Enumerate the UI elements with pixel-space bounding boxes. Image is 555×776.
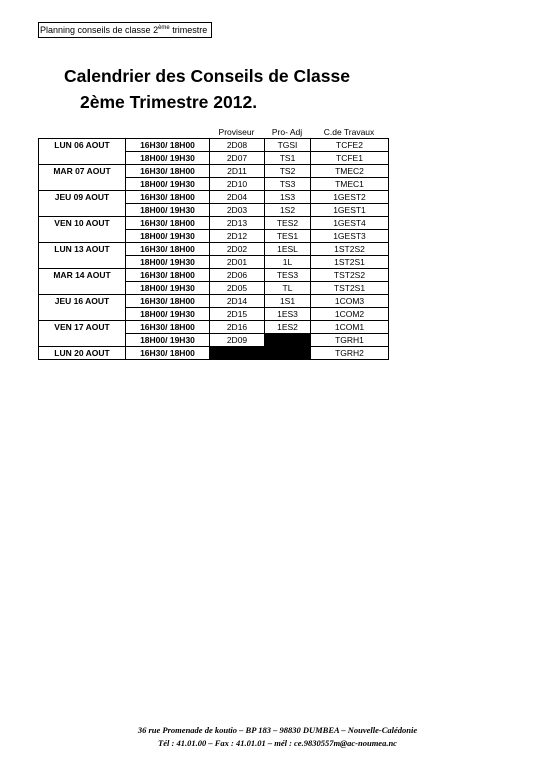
- cell-pro-adj: 1S1: [265, 295, 311, 308]
- table-row: [39, 347, 389, 360]
- cell-day: MAR 07 AOUT: [39, 165, 126, 178]
- table-row: [39, 308, 389, 321]
- cell-time: 18H00/ 19H30: [126, 178, 210, 191]
- cell-travaux: 1COM3: [311, 295, 389, 308]
- table-row: [39, 191, 389, 204]
- footer-contact: Tél : 41.01.00 – Fax : 41.01.01 – mél : ce.9830557m@ac-noumea.nc: [158, 738, 397, 748]
- cell-travaux: TGRH1: [311, 334, 389, 347]
- cell-time: 16H30/ 18H00: [126, 165, 210, 178]
- cell-travaux: 1ST2S1: [311, 256, 389, 269]
- cell-pro-adj: TL: [265, 282, 311, 295]
- cell-time: 16H30/ 18H00: [126, 243, 210, 256]
- cell-pro-adj: TS2: [265, 165, 311, 178]
- schedule-table: [38, 138, 389, 360]
- cell-proviseur: 2D11: [210, 165, 265, 178]
- cell-proviseur: 2D02: [210, 243, 265, 256]
- cell-pro-adj: [265, 334, 311, 347]
- cell-proviseur: 2D13: [210, 217, 265, 230]
- table-row: [39, 269, 389, 282]
- footer-address: 36 rue Promenade de koutio – BP 183 – 98830 DUMBEA – Nouvelle-Calédonie: [137, 725, 418, 735]
- cell-day: VEN 17 AOUT: [39, 321, 126, 334]
- cell-travaux: 1GEST2: [311, 191, 389, 204]
- cell-time: 16H30/ 18H00: [126, 295, 210, 308]
- cell-pro-adj: TES2: [265, 217, 311, 230]
- cell-pro-adj: 1ES3: [265, 308, 311, 321]
- cell-pro-adj: 1ES2: [265, 321, 311, 334]
- cell-pro-adj: TS1: [265, 152, 311, 165]
- cell-day: JEU 09 AOUT: [39, 191, 126, 204]
- table-row: [39, 178, 389, 191]
- table-row: [39, 256, 389, 269]
- cell-day: JEU 16 AOUT: [39, 295, 126, 308]
- header-label-text-end: trimestre: [169, 25, 208, 35]
- cell-time: 18H00/ 19H30: [126, 230, 210, 243]
- cell-travaux: 1COM1: [311, 321, 389, 334]
- cell-time: 16H30/ 18H00: [126, 191, 210, 204]
- table-row: [39, 334, 389, 347]
- cell-proviseur: 2D03: [210, 204, 265, 217]
- page-subtitle: 2ème Trimestre 2012.: [80, 92, 258, 112]
- cell-travaux: 1GEST4: [311, 217, 389, 230]
- cell-day: [39, 334, 126, 347]
- cell-pro-adj: 1L: [265, 256, 311, 269]
- table-row: [39, 204, 389, 217]
- cell-pro-adj: [265, 347, 311, 360]
- cell-time: 16H30/ 18H00: [126, 321, 210, 334]
- cell-time: 18H00/ 19H30: [126, 256, 210, 269]
- cell-proviseur: 2D12: [210, 230, 265, 243]
- cell-time: 16H30/ 18H00: [126, 217, 210, 230]
- cell-proviseur: 2D16: [210, 321, 265, 334]
- cell-travaux: TGRH2: [311, 347, 389, 360]
- cell-proviseur: 2D14: [210, 295, 265, 308]
- schedule-table-body: [39, 139, 389, 360]
- cell-travaux: TMEC1: [311, 178, 389, 191]
- cell-day: [39, 178, 126, 191]
- table-row: [39, 321, 389, 334]
- cell-proviseur: 2D09: [210, 334, 265, 347]
- cell-travaux: TST2S1: [311, 282, 389, 295]
- table-row: [39, 139, 389, 152]
- cell-proviseur: 2D05: [210, 282, 265, 295]
- page-title: Calendrier des Conseils de Classe: [64, 66, 350, 86]
- column-header-proviseur: Proviseur: [218, 127, 255, 137]
- cell-proviseur: 2D08: [210, 139, 265, 152]
- cell-proviseur: 2D15: [210, 308, 265, 321]
- header-label-text: Planning conseils de classe 2: [40, 25, 159, 35]
- table-row: [39, 217, 389, 230]
- cell-pro-adj: 1S2: [265, 204, 311, 217]
- cell-day: MAR 14 AOUT: [39, 269, 126, 282]
- cell-day: [39, 230, 126, 243]
- cell-proviseur: 2D10: [210, 178, 265, 191]
- header-label-superscript: ème: [158, 25, 170, 31]
- cell-day: [39, 204, 126, 217]
- cell-time: 18H00/ 19H30: [126, 334, 210, 347]
- cell-pro-adj: TS3: [265, 178, 311, 191]
- cell-pro-adj: TES1: [265, 230, 311, 243]
- cell-day: [39, 152, 126, 165]
- cell-travaux: TMEC2: [311, 165, 389, 178]
- column-header-pro-adj: Pro- Adj: [271, 127, 303, 137]
- cell-travaux: 1GEST3: [311, 230, 389, 243]
- cell-day: LUN 06 AOUT: [39, 139, 126, 152]
- cell-proviseur: 2D06: [210, 269, 265, 282]
- cell-travaux: TCFE2: [311, 139, 389, 152]
- cell-time: 16H30/ 18H00: [126, 269, 210, 282]
- cell-travaux: 1ST2S2: [311, 243, 389, 256]
- cell-time: 18H00/ 19H30: [126, 308, 210, 321]
- column-header-travaux: C.de Travaux: [323, 127, 375, 137]
- cell-day: LUN 20 AOUT: [39, 347, 126, 360]
- cell-time: 18H00/ 19H30: [126, 204, 210, 217]
- cell-time: 16H30/ 18H00: [126, 347, 210, 360]
- cell-travaux: 1COM2: [311, 308, 389, 321]
- cell-travaux: TCFE1: [311, 152, 389, 165]
- cell-proviseur: [210, 347, 265, 360]
- cell-travaux: TST2S2: [311, 269, 389, 282]
- table-row: [39, 165, 389, 178]
- table-row: [39, 282, 389, 295]
- cell-time: 16H30/ 18H00: [126, 139, 210, 152]
- cell-proviseur: 2D07: [210, 152, 265, 165]
- cell-day: LUN 13 AOUT: [39, 243, 126, 256]
- cell-day: VEN 10 AOUT: [39, 217, 126, 230]
- table-row: [39, 230, 389, 243]
- table-row: [39, 243, 389, 256]
- cell-pro-adj: 1S3: [265, 191, 311, 204]
- cell-day: [39, 256, 126, 269]
- cell-pro-adj: TGSI: [265, 139, 311, 152]
- cell-day: [39, 308, 126, 321]
- cell-time: 18H00/ 19H30: [126, 282, 210, 295]
- cell-proviseur: 2D01: [210, 256, 265, 269]
- cell-day: [39, 282, 126, 295]
- cell-time: 18H00/ 19H30: [126, 152, 210, 165]
- table-row: [39, 152, 389, 165]
- cell-pro-adj: 1ESL: [265, 243, 311, 256]
- cell-travaux: 1GEST1: [311, 204, 389, 217]
- document-header-label: [38, 22, 212, 38]
- cell-proviseur: 2D04: [210, 191, 265, 204]
- cell-pro-adj: TES3: [265, 269, 311, 282]
- table-row: [39, 295, 389, 308]
